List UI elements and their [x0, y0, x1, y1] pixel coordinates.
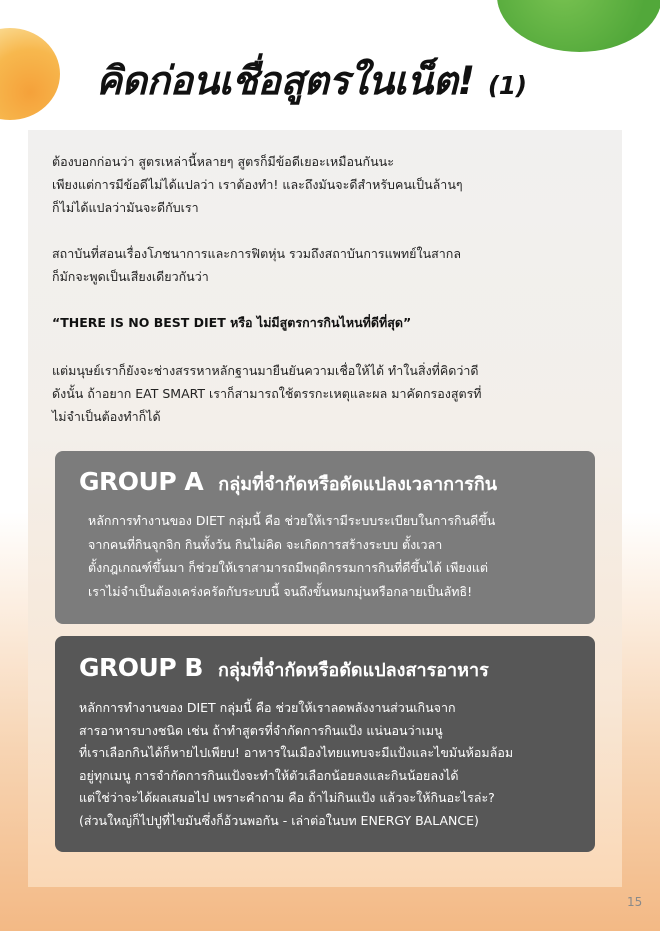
closing-line-3: ไม่จำเป็นต้องทำก็ได้: [52, 409, 161, 424]
group-b-line-2: สารอาหารบางชนิด เช่น ถ้าทำสูตรที่จำกัดการกินแป้ง แน่นอนว่าเมนู: [79, 722, 443, 738]
intro-paragraph-2: [52, 242, 572, 288]
title-main: คิดก่อนเชื่อสูตรในเน็ต!: [96, 59, 475, 104]
page-number: 15: [627, 895, 643, 909]
group-a-label: GROUP A: [79, 467, 204, 496]
closing-line-1: แต่มนุษย์เราก็ยังจะช่างสรรหาหลักฐานมายืนยันความเชื่อให้ได้ ทำในสิ่งที่คิดว่าดี: [52, 363, 479, 378]
page-title: [96, 50, 616, 112]
intro-2-line-1: สถาบันที่สอนเรื่องโภชนาการและการฟิตหุ่น รวมถึงสถาบันการแพทย์ในสากล: [52, 246, 462, 261]
group-b-label: GROUP B: [79, 653, 203, 682]
group-a-line-3: ตั้งกฎเกณฑ์ขึ้นมา ก็ช่วยให้เราสามารถมีพฤติกรรมการกินที่ดีขึ้นได้ เพียงแต่: [88, 560, 489, 575]
closing-line-2: ดังนั้น ถ้าอยาก EAT SMART เราก็สามารถใช้ตรรกะเหตุและผล มาคัดกรองสูตรที่: [52, 386, 482, 401]
group-b-line-4: อยู่ทุกเมนู การจำกัดการกินแป้งจะทำให้ตัวเลือกน้อยลงและกินน้อยลงได้: [79, 767, 459, 783]
group-a-body: [88, 509, 578, 603]
intro-2-line-2: ก็มักจะพูดเป็นเสียงเดียวกันว่า: [52, 269, 209, 284]
intro-1-line-3: ก็ไม่ได้แปลว่ามันจะดีกับเรา: [52, 200, 199, 215]
group-a-line-2: จากคนที่กินจุกจิก กินทั้งวัน กินไม่คิด จะเกิดการสร้างระบบ ตั้งเวลา: [88, 536, 443, 552]
intro-1-line-1: ต้องบอกก่อนว่า สูตรเหล่านี้หลายๆ สูตรก็มีข้อดีเยอะเหมือนกันนะ: [52, 154, 394, 169]
group-b-line-3: ที่เราเลือกกินได้ก็หายไปเพียบ! อาหารในเมืองไทยแทบจะมีแป้งและไขมันห้อมล้อม: [79, 745, 514, 761]
intro-paragraph-1: [52, 150, 572, 219]
group-b-header: [79, 653, 489, 684]
group-a-line-1: หลักการทำงานของ DIET กลุ่มนี้ คือ ช่วยให้เรามีระบบระเบียบในการกินดีขึ้น: [88, 513, 496, 528]
intro-1-line-2: เพียงแต่การมีข้อดีไม่ได้แปลว่า เราต้องทำ! และถึงมันจะดีสำหรับคนเป็นล้านๆ: [52, 177, 463, 192]
group-b-title: กลุ่มที่จำกัดหรือดัดแปลงสารอาหาร: [218, 660, 489, 681]
group-a-card: [55, 451, 595, 624]
group-a-line-4: เราไม่จำเป็นต้องเคร่งครัดกับระบบนี้ จนถึงขั้นหมกมุ่นหรือกลายเป็นลัทธิ!: [88, 583, 473, 599]
group-b-body: [79, 697, 579, 833]
group-a-title: กลุ่มที่จำกัดหรือดัดแปลงเวลาการกิน: [218, 474, 498, 495]
green-circle-decoration: [497, 0, 660, 52]
orange-circle-decoration: [0, 28, 60, 120]
group-b-line-1: หลักการทำงานของ DIET กลุ่มนี้ คือ ช่วยให้เราลดพลังงานส่วนเกินจาก: [79, 700, 456, 715]
group-b-card: [55, 636, 595, 852]
group-a-header: [79, 467, 497, 498]
group-b-line-5: แต่ใช่ว่าจะได้ผลเสมอไป เพราะคำถาม คือ ถ้าไม่กินแป้ง แล้วจะให้กินอะไรล่ะ?: [79, 790, 495, 806]
quote-text: “THERE IS NO BEST DIET หรือ ไม่มีสูตรการกินไหนที่ดีที่สุด”: [52, 315, 412, 330]
closing-paragraph: [52, 359, 572, 428]
title-part: (1): [487, 71, 527, 100]
group-b-line-6: (ส่วนใหญ่ก็ไปปูที่ไขมันซึ่งก็อ้วนพอกัน - เล่าต่อในบท ENERGY BALANCE): [79, 812, 479, 828]
